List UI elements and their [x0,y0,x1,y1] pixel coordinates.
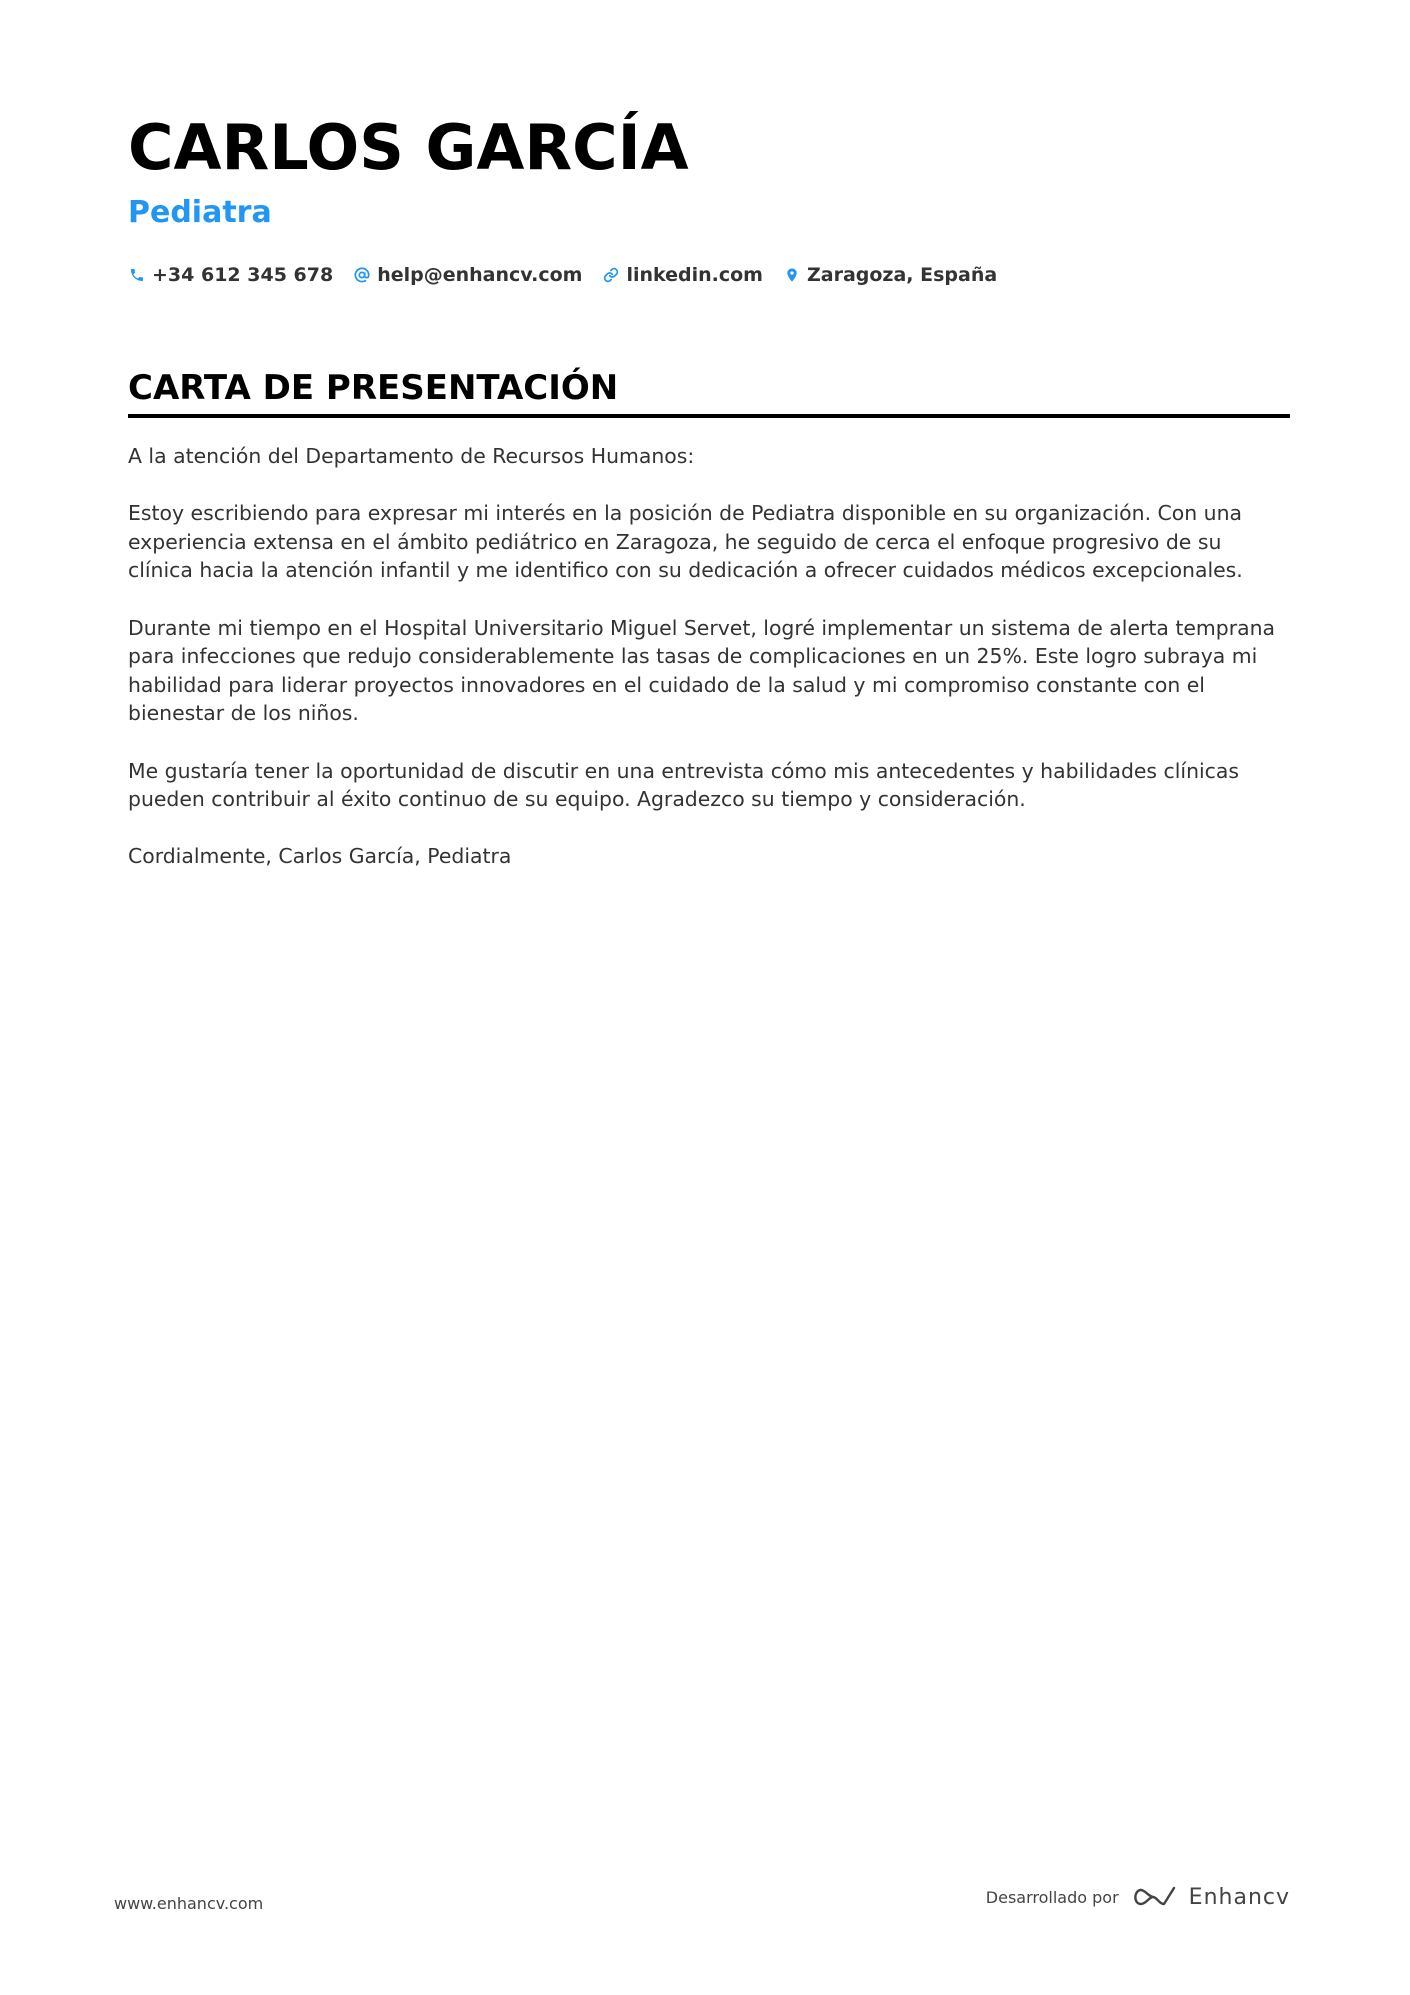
map-pin-icon [783,266,801,284]
letter-paragraph-2: Durante mi tiempo en el Hospital Universitario Miguel Servet, logré implementar un sistema de alerta temprana para infecciones que redujo considerablemente las tasas de complicaciones en un 25%. Este logro subraya mi habilidad para liderar proyectos innovadores en el cuidado de la salud y mi compromiso constante con el bienestar de los niños. [128,615,1276,726]
phone-text: +34 612 345 678 [152,264,334,286]
letter-closing: Cordialmente, Carlos García, Pediatra [128,844,512,869]
header [128,108,1288,290]
enhancv-logo[interactable] [1131,1884,1290,1910]
job-title: Pediatra [128,195,272,230]
brand-name: Enhancv [1188,1884,1290,1910]
link-icon [602,266,620,284]
footer-branding[interactable] [986,1884,1290,1910]
section-divider [128,414,1290,418]
footer-website[interactable]: www.enhancv.com [114,1894,264,1913]
section-title: CARTA DE PRESENTACIÓN [128,368,619,408]
cover-letter-section [128,362,1290,900]
enhancv-logo-icon [1131,1884,1177,1910]
location-text: Zaragoza, España [806,264,998,286]
letter-greeting: A la atención del Departamento de Recursos Humanos: [128,444,695,468]
linkedin-text[interactable]: linkedin.com [626,264,763,286]
candidate-name: CARLOS GARCÍA [128,111,689,184]
email-text[interactable]: help@enhancv.com [377,264,583,286]
contact-row [128,260,1288,290]
letter-paragraph-3: Me gustaría tener la oportunidad de discutir en una entrevista cómo mis antecedentes y habilidades clínicas pueden contribuir al éxito continuo de su equipo. Agradezco su tiempo y consideración. [128,758,1240,812]
letter-paragraph-1: Estoy escribiendo para expresar mi interés en la posición de Pediatra disponible en su organización. Con una experiencia extensa en el ámbito pediátrico en Zaragoza, he seguido de cerca el enfoque progresivo de su clínica hacia la atención infantil y me identifico con su dedicación a ofrecer cuidados médicos excepcionales. [128,501,1243,583]
contact-linkedin[interactable] [602,264,763,286]
contact-email[interactable] [353,264,582,286]
powered-by-label: Desarrollado por [985,1887,1119,1907]
contact-location [783,264,997,286]
at-icon [353,266,371,284]
phone-icon [128,266,146,284]
contact-phone [128,264,333,286]
letter-body [128,442,1290,871]
